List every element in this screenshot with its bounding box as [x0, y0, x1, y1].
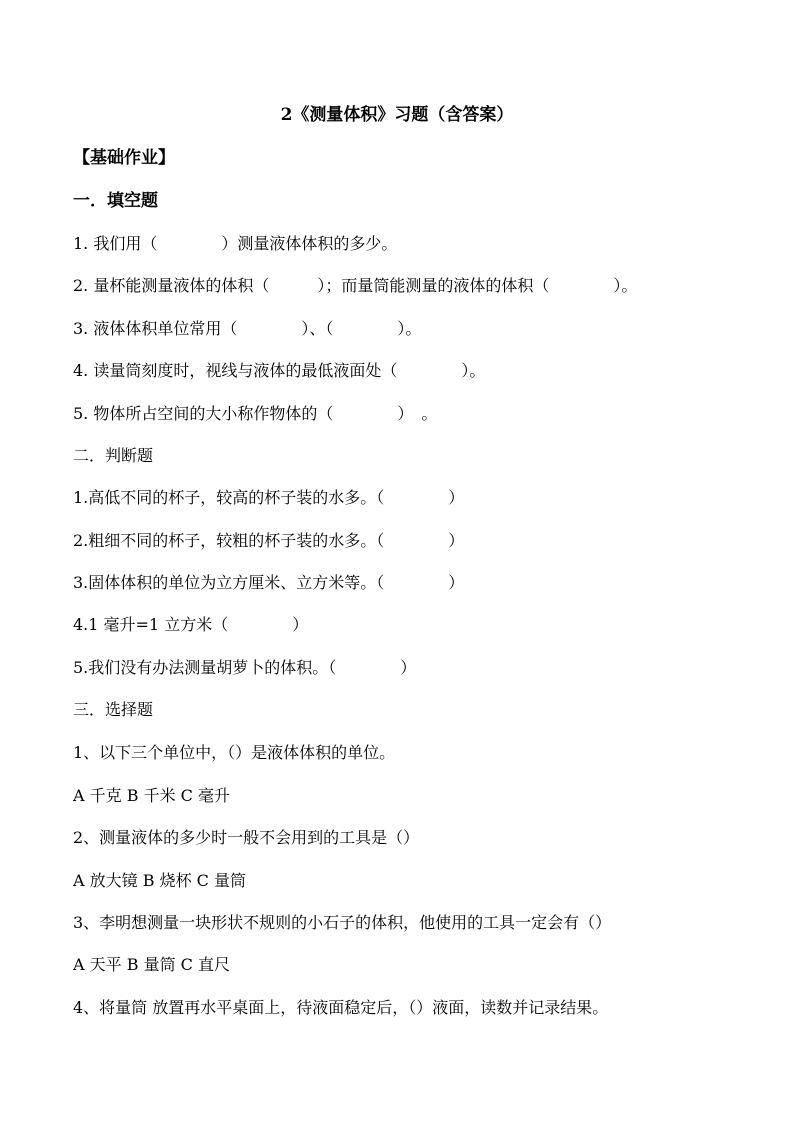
basic-homework-heading: 【基础作业】 — [73, 148, 175, 168]
choice-question-2: 2、测量液体的多少时一般不会用到的工具是（） — [73, 828, 420, 847]
choice-question-1: 1、以下三个单位中，（）是液体体积的单位。 — [73, 743, 396, 762]
fill-blank-item-4: 4. 读量筒刻度时，视线与液体的最低液面处（ ）。 — [73, 361, 486, 380]
judgement-item-4: 4.1 毫升=1 立方米（ ） — [73, 615, 309, 634]
judgement-item-5: 5.我们没有办法测量胡萝卜的体积。（ ） — [73, 658, 417, 677]
judgement-item-3: 3.固体体积的单位为立方厘米、立方米等。（ ） — [73, 573, 465, 592]
fill-blank-item-5: 5. 物体所占空间的大小称作物体的（ ） 。 — [73, 404, 438, 423]
choice-options-2: A 放大镜 B 烧杯 C 量筒 — [73, 871, 246, 890]
fill-blank-item-2: 2. 量杯能测量液体的体积（ ）；而量筒能测量的液体的体积（ ）。 — [73, 276, 638, 295]
fill-blank-heading: 一．填空题 — [73, 191, 158, 211]
document-title: 2《测量体积》习题（含答案） — [280, 105, 514, 125]
choice-question-3: 3、李明想测量一块形状不规则的小石子的体积，他使用的工具一定会有（） — [73, 913, 612, 932]
fill-blank-item-3: 3. 液体体积单位常用（ ）、（ ）。 — [73, 319, 422, 338]
judgement-item-1: 1.高低不同的杯子，较高的杯子装的水多。（ ） — [73, 488, 465, 507]
judgement-heading: 二．判断题 — [73, 446, 154, 465]
choice-heading: 三．选择题 — [73, 700, 154, 719]
fill-blank-item-1: 1. 我们用（ ）测量液体体积的多少。 — [73, 234, 398, 253]
choice-options-1: A 千克 B 千米 C 毫升 — [73, 786, 230, 805]
choice-options-3: A 天平 B 量筒 C 直尺 — [73, 955, 230, 974]
judgement-item-2: 2.粗细不同的杯子，较粗的杯子装的水多。（ ） — [73, 531, 465, 550]
choice-question-4: 4、将量筒 放置再水平桌面上，待液面稳定后，（）液面，读数并记录结果。 — [73, 998, 609, 1017]
